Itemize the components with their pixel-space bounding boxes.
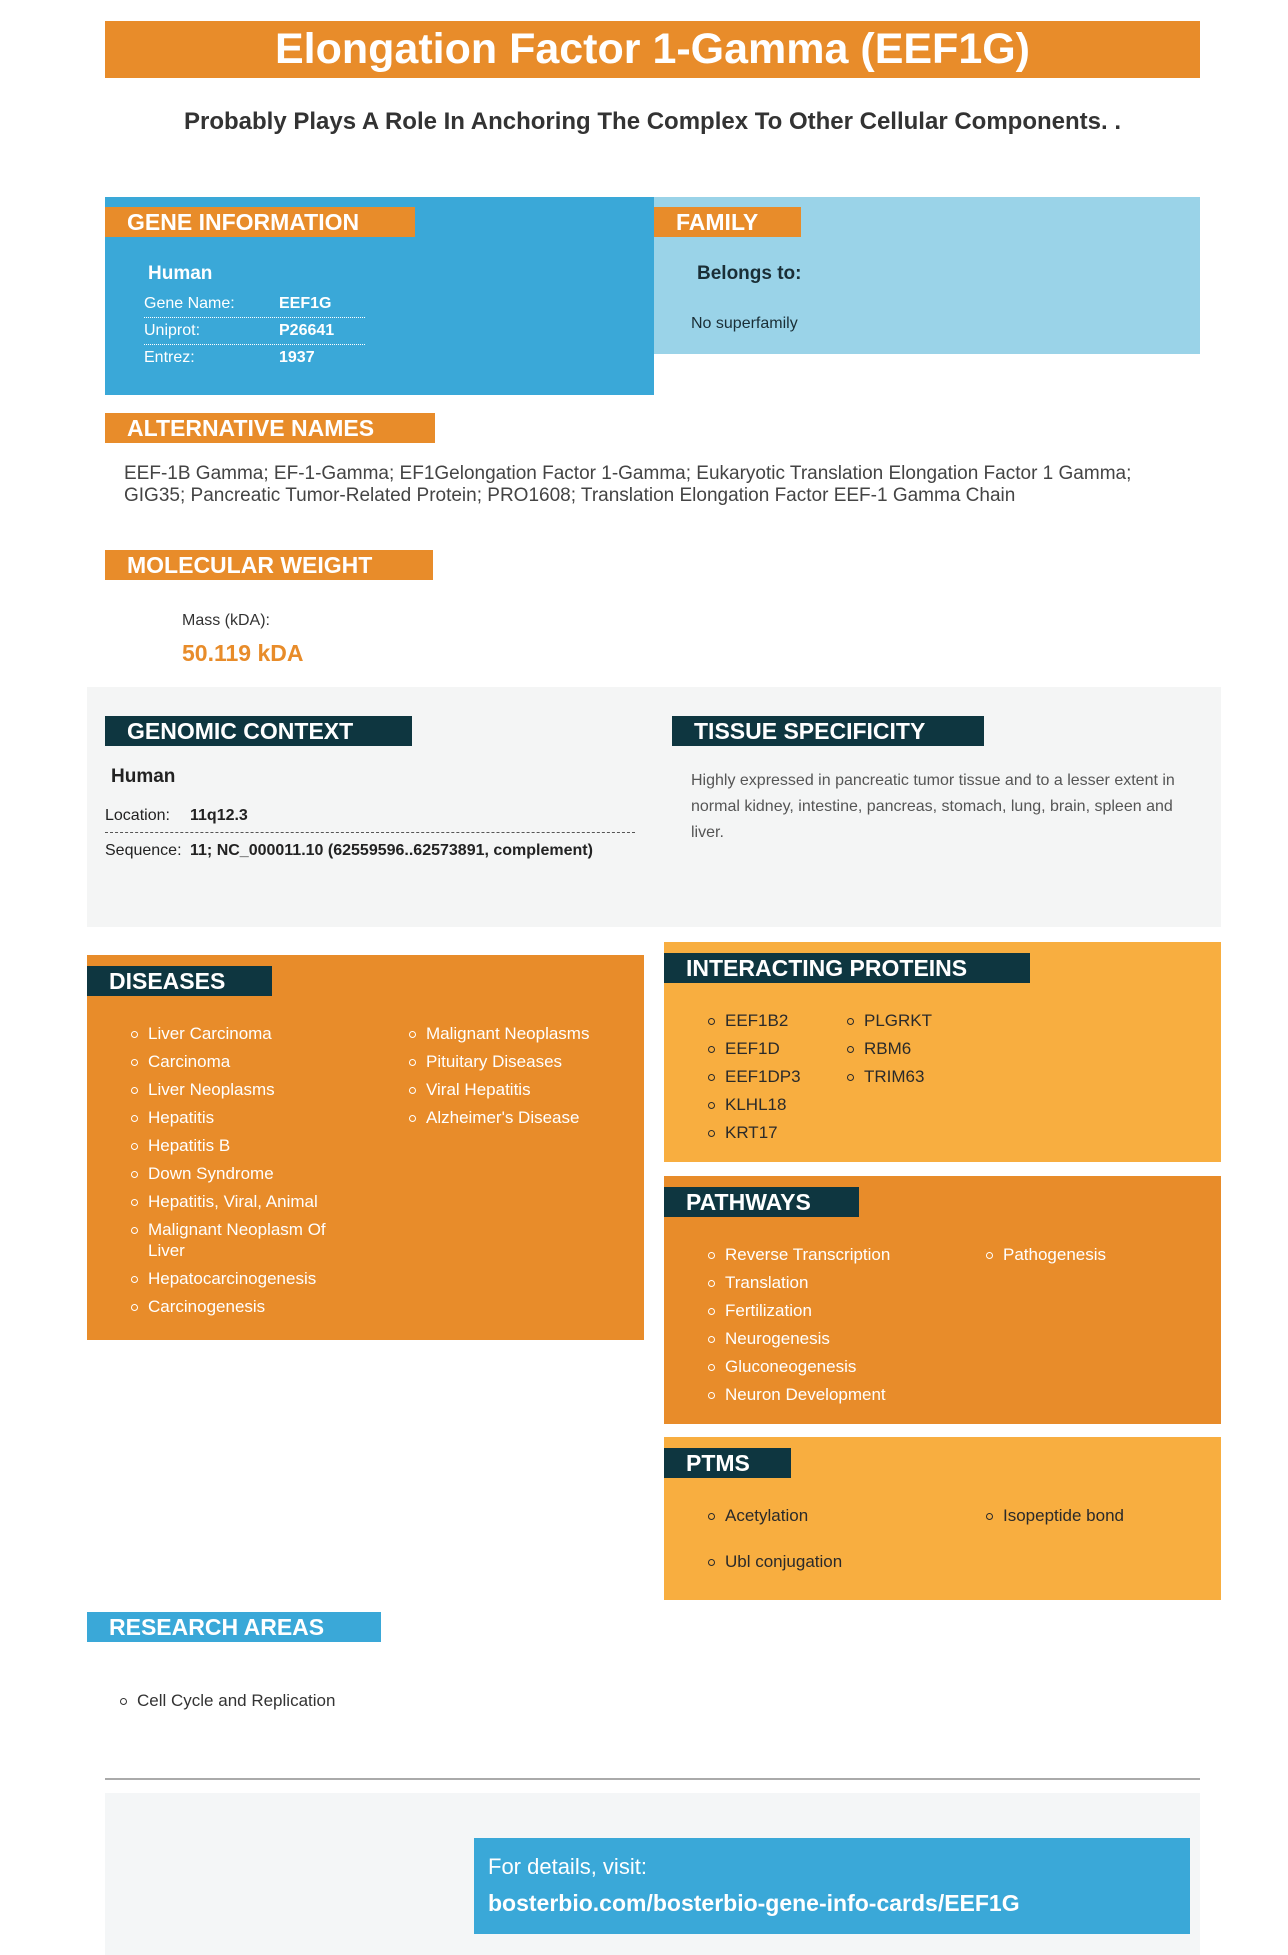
details-url[interactable]: bosterbio.com/bosterbio-gene-info-cards/EEF1G [488,1890,1020,1916]
list-item: Hepatitis [131,1107,361,1128]
list-item: EEF1D [708,1038,838,1059]
family-belongs-label: Belongs to: [697,263,802,284]
list-item: Alzheimer's Disease [409,1107,639,1128]
diseases-heading: DISEASES [87,966,272,996]
diseases-panel [87,955,644,1340]
research-areas-list [120,1690,520,1718]
molecular-weight-heading: MOLECULAR WEIGHT [105,550,433,580]
page-title: Elongation Factor 1-Gamma (EEF1G) [105,21,1200,78]
pathways-list-col1 [708,1244,948,1412]
list-item: Reverse Transcription [708,1244,948,1265]
alternative-names-text: EEF-1B Gamma; EF-1-Gamma; EF1Gelongation Factor 1-Gamma; Eukaryotic Translation Elongation Factor 1 Gamma; GIG35; Pancreatic Tumor-Related Protein; PRO1608; Translation Elongation Factor EEF-1 Gamma Chain [124,463,1132,506]
entrez-label: Entrez: [144,349,195,366]
interacting-proteins-panel [664,942,1221,1162]
list-item: Acetylation [708,1505,948,1526]
list-item: Liver Neoplasms [131,1079,361,1100]
location-label: Location: [105,807,170,824]
uniprot-row [144,318,365,345]
list-item: Fertilization [708,1300,948,1321]
family-heading: FAMILY [654,207,801,237]
mass-value: 50.119 kDA [182,640,304,666]
details-link-box[interactable] [474,1838,1190,1934]
diseases-list-col2 [409,1023,639,1135]
list-item: KRT17 [708,1122,838,1143]
uniprot-value: P26641 [279,322,335,339]
family-value: No superfamily [691,315,798,332]
pathways-list-col2 [986,1244,1216,1272]
list-item: Pituitary Diseases [409,1051,639,1072]
list-item: Hepatitis, Viral, Animal [131,1191,361,1212]
list-item: RBM6 [847,1038,977,1059]
list-item: Liver Carcinoma [131,1023,361,1044]
sequence-label: Sequence: [105,842,182,859]
list-item: EEF1DP3 [708,1066,838,1087]
alternative-names-heading: ALTERNATIVE NAMES [105,413,435,443]
list-item: Neuron Development [708,1384,948,1405]
ptms-heading: PTMS [664,1448,791,1478]
list-item: Malignant Neoplasms [409,1023,639,1044]
interacting-proteins-list-col1 [708,1010,838,1150]
tissue-specificity-heading: TISSUE SPECIFICITY [672,716,984,746]
list-item: Hepatocarcinogenesis [131,1268,361,1289]
gene-information-panel [105,197,654,395]
pathways-panel [664,1176,1221,1424]
tissue-specificity-text: Highly expressed in pancreatic tumor tissue and to a lesser extent in normal kidney, intestine, pancreas, stomach, lung, brain, spleen and liver. [691,772,1175,841]
list-item: TRIM63 [847,1066,977,1087]
gene-name-label: Gene Name: [144,295,235,312]
list-item: Carcinoma [131,1051,361,1072]
mass-label: Mass (kDA): [182,612,270,629]
entrez-value: 1937 [279,349,315,366]
list-item: Viral Hepatitis [409,1079,639,1100]
genomic-species: Human [111,766,176,787]
list-item: Neurogenesis [708,1328,948,1349]
interacting-proteins-heading: INTERACTING PROTEINS [664,953,1030,983]
location-row [105,802,635,833]
ptms-list-col1 [708,1505,948,1597]
ptms-list-col2 [986,1505,1216,1533]
list-item: Hepatitis B [131,1135,361,1156]
location-value: 11q12.3 [190,807,248,824]
list-item: Carcinogenesis [131,1296,361,1317]
list-item: Down Syndrome [131,1163,361,1184]
list-item: KLHL18 [708,1094,838,1115]
gene-name-row [144,291,365,318]
list-item: Gluconeogenesis [708,1356,948,1377]
gene-information-heading: GENE INFORMATION [105,207,415,237]
list-item: EEF1B2 [708,1010,838,1031]
page-subtitle: Probably Plays A Role In Anchoring The Complex To Other Cellular Components. . [183,108,1121,135]
list-item: Cell Cycle and Replication [120,1690,520,1711]
sequence-value: 11; NC_000011.10 (62559596..62573891, complement) [190,842,593,859]
ptms-panel [664,1437,1221,1600]
pathways-heading: PATHWAYS [664,1187,859,1217]
list-item: Ubl conjugation [708,1551,948,1572]
interacting-proteins-list-col2 [847,1010,977,1094]
list-item: Translation [708,1272,948,1293]
list-item: Pathogenesis [986,1244,1216,1265]
list-item: Isopeptide bond [986,1505,1216,1526]
list-item: Malignant Neoplasm Of Liver [131,1219,361,1261]
entrez-row [144,345,365,372]
family-panel [654,197,1200,354]
research-areas-heading: RESEARCH AREAS [87,1612,381,1642]
uniprot-label: Uniprot: [144,322,201,339]
gene-name-value: EEF1G [279,295,332,312]
list-item: PLGRKT [847,1010,977,1031]
gene-species: Human [148,263,213,284]
diseases-list-col1 [131,1023,361,1324]
details-intro: For details, visit: [488,1854,647,1879]
footer-divider [105,1778,1200,1780]
genomic-context-heading: GENOMIC CONTEXT [105,716,412,746]
